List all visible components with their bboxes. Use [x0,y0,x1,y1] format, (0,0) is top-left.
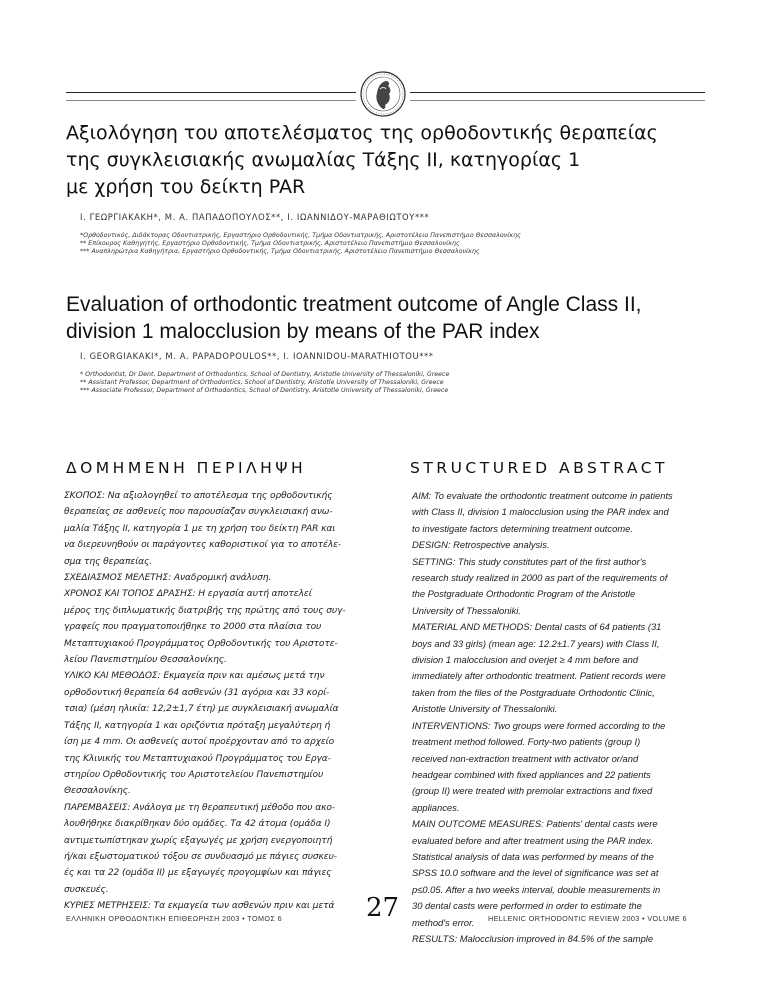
abstract-line: University of Thessaloniki. [412,604,521,616]
abstract-line: to investigate factors determining treatment outcome. [412,522,633,534]
english-title-line: Evaluation of orthodontic treatment outcome of Angle Class II, [66,293,642,316]
abstract-line: SETTING: This study constitutes part of the first author's [412,555,647,567]
abstract-line: Aristotle University of Thessaloniki. [412,703,558,715]
abstract-line: ή/και εξωστοματικού τόξου σε συνδυασμό με πάγιες συσκευ- [64,851,337,862]
abstract-line: appliances. [412,801,460,813]
abstract-line: AIM: To evaluate the orthodontic treatment outcome in patients [412,490,673,501]
abstract-line: p≤0.05. After a two weeks interval, double measurements in [412,883,661,895]
abstract-line: στηρίου Ορθοδοντικής του Αριστοτελείου Πανεπιστημίου [64,769,324,780]
abstract-line: θεραπείας σε ασθενείς που παρουσίαζαν συγκλεισιακή ανω- [64,507,333,518]
english-title-line: division 1 malocclusion by means of the PAR index [66,320,540,343]
abstract-line: method's error. [412,916,475,928]
greek-title-line: Αξιολόγηση του αποτελέσματος της ορθοδοντικής θεραπείας [66,122,658,144]
english-affiliation: * Orthodontist, Dr Dent, Department of Orthodontics, School of Dentistry, Aristotle University of Thessaloniki, Greece [80,371,450,378]
abstract-line: ίση με 4 mm. Οι ασθενείς αυτοί προέρχονταν από το αρχείο [64,737,335,748]
greek-authors: Ι. ΓΕΩΡΓΙΑΚΑΚΗ*, Μ. Α. ΠΑΠΑΔΟΠΟΥΛΟΣ**, Ι. ΙΩΑΝΝΙΔΟΥ-ΜΑΡΑΘΙΩΤΟΥ*** [80,212,430,222]
abstract-line: Θεσσαλονίκης. [64,786,131,797]
english-affiliations [80,371,449,396]
english-authors: I. GEORGIAKAKI*, M. A. PAPADOPOULOS**, I. IOANNIDOU-MARATHIOTOU*** [80,351,434,361]
abstract-line: ΧΡΟΝΟΣ ΚΑΙ ΤΟΠΟΣ ΔΡΑΣΗΣ: Η εργασία αυτή αποτελεί [64,589,312,600]
greek-title-line: με χρήση του δείκτη PAR [66,176,306,198]
greek-abstract-heading: ΔΟΜΗΜΕΝΗ ΠΕΡΙΛΗΨΗ [66,459,307,477]
abstract-line: ΣΚΟΠΟΣ: Να αξιολογηθεί το αποτέλεσμα της ορθοδοντικής [64,491,333,501]
abstract-line: συσκευές. [64,884,109,895]
header-rule-left-bottom [66,100,356,101]
abstract-line: ές και τα 22 (ομάδα ΙΙ) με εξαγωγές προγομφίων και πάγιες [64,868,332,879]
abstract-line: immediately after orthodontic treatment. Patient records were [412,670,666,682]
abstract-line: Μεταπτυχιακού Προγράμματος Ορθοδοντικής του Αριστοτε- [64,638,338,649]
abstract-line: MAIN OUTCOME MEASURES: Patients' dental casts were [412,818,658,830]
english-affiliation: *** Associate Professor, Department of Orthodontics, School of Dentistry, Aristotle University of Thessaloniki, Greece [80,387,449,395]
abstract-line: λουθήθηκε διακρίθηκαν δύο ομάδες. Τα 42 άτομα (ομάδα Ι) [64,819,331,830]
abstract-line: evaluated before and after treatment using the PAR index. [412,834,654,846]
abstract-line: (group II) were treated with premolar extractions and fixed [412,785,653,797]
greek-title-line: της συγκλεισιακής ανωμαλίας Τάξης ΙΙ, κατηγορίας 1 [66,149,581,171]
abstract-line: να διερευνηθούν οι παράγοντες καθοριστικοί για το αποτέλε- [64,540,342,551]
abstract-line: SPSS 10.0 software and the level of significance was set at [412,867,659,879]
english-abstract-heading: STRUCTURED ABSTRACT [410,459,669,477]
abstract-line: INTERVENTIONS: Two groups were formed according to the [412,719,666,731]
university-seal-icon [358,69,408,119]
page-number: 27 [366,893,400,923]
abstract-line: RESULTS: Malocclusion improved in 84.5% of the sample [412,932,654,944]
abstract-line: received non-extraction treatment with activator or/and [412,752,639,764]
abstract-line: ΠΑΡΕΜΒΑΣΕΙΣ: Ανάλογα με τη θεραπευτική μέθοδο που ακο- [64,802,335,813]
abstract-line: research study realized in 2000 as part of the requirements of [412,572,668,584]
greek-affiliations [80,232,521,257]
abstract-line: της Κλινικής του Μεταπτυχιακού Προγράμματος του Εργα- [64,753,331,764]
header-rule-right-bottom [410,100,705,101]
abstract-line: λείου Πανεπιστημίου Θεσσαλονίκης. [64,655,227,666]
abstract-line: 30 dental casts were performed in order to estimate the [412,900,642,912]
abstract-line: μέρος της διπλωματικής διατριβής της πρώτης από τους συγ- [64,605,346,616]
english-affiliation: ** Assistant Professor, Department of Orthodontics, School of Dentistry, Aristotle University of Thessaloniki, Greece [80,379,444,387]
abstract-line: Statistical analysis of data was performed by means of the [412,850,654,862]
abstract-line: ΣΧΕΔΙΑΣΜΟΣ ΜΕΛΕΤΗΣ: Αναδρομική ανάλυση. [64,573,272,584]
greek-affiliation: *** Αναπληρώτρια Καθηγήτρια, Εργαστήριο Ορθοδοντικής, Τμήμα Οδοντιατρικής, Αριστοτέλειο Πανεπιστήμιο Θεσσαλονίκης [80,248,480,256]
header-rule-left-top [66,92,356,93]
english-title [66,291,726,345]
abstract-line: DESIGN: Retrospective analysis. [412,539,550,551]
english-abstract-body [412,488,673,947]
abstract-line: αντιμετωπίστηκαν χωρίς εξαγωγές με χρήση ενεργοποιητή [64,835,333,846]
abstract-line: ΚΥΡΙΕΣ ΜΕΤΡΗΣΕΙΣ: Τα εκμαγεία των ασθενών πριν και μετά [64,901,335,912]
abstract-line: with Class II, division 1 malocclusion using the PAR index and [412,506,669,518]
greek-abstract-body [64,488,346,915]
greek-affiliation: ** Επίκουρος Καθηγητής, Εργαστήριο Ορθοδοντικής, Τμήμα Οδοντιατρικής, Αριστοτέλειο Πανεπιστήμιο Θεσσαλονίκης [80,240,460,248]
footer-journal-greek: ΕΛΛΗΝΙΚΗ ΟΡΘΟΔΟΝΤΙΚΗ ΕΠΙΘΕΩΡΗΣΗ 2003 • ΤΟΜΟΣ 6 [66,914,282,923]
abstract-line: τσια) (μέση ηλικία: 12,2±1,7 έτη) με συγκλεισιακή ανωμαλία [64,704,339,715]
abstract-line: division 1 malocclusion and overjet ≥ 4 mm before and [412,654,639,666]
abstract-line: Τάξης ΙΙ, κατηγορία 1 και οριζόντια πρόταξη μεγαλύτερη ή [64,720,331,731]
header-rule-right-top [410,92,705,93]
abstract-line: MATERIAL AND METHODS: Dental casts of 64 patients (31 [412,621,662,633]
greek-affiliation: *Ορθοδοντικός, Διδάκτορας Οδοντιατρικής, Εργαστήριο Ορθοδοντικής, Τμήμα Οδοντιατρικής, Αριστοτέλειο Πανεπιστήμιο Θεσσαλονίκης [80,232,521,239]
footer-journal-english: HELLENIC ORTHODONTIC REVIEW 2003 • VOLUME 6 [488,914,687,923]
abstract-line: ορθοδοντική θεραπεία 64 ασθενών (31 αγόρια και 33 κορί- [64,687,330,698]
abstract-line: ΥΛΙΚΟ ΚΑΙ ΜΕΘΟΔΟΣ: Εκμαγεία πριν και αμέσως μετά την [64,671,325,682]
abstract-line: headgear combined with fixed appliances and 22 patients [412,768,651,780]
abstract-line: taken from the files of the Postgraduate Orthodontic Clinic, [412,686,655,698]
abstract-line: treatment method followed. Forty-two patients (group I) [412,736,641,748]
abstract-line: boys and 33 girls) (mean age: 12.2±1.7 years) with Class II, [412,637,660,649]
abstract-line: the Postgraduate Orthodontic Program of the Aristotle [412,588,636,600]
abstract-line: σμα της θεραπείας. [64,556,153,567]
abstract-line: γραφείς που πραγματοποιήθηκε το 2000 στα πλαίσια του [64,622,322,633]
abstract-line: μαλία Τάξης ΙΙ, κατηγορία 1 με τη χρήση του δείκτη PAR και [64,523,336,534]
greek-title [66,120,706,201]
